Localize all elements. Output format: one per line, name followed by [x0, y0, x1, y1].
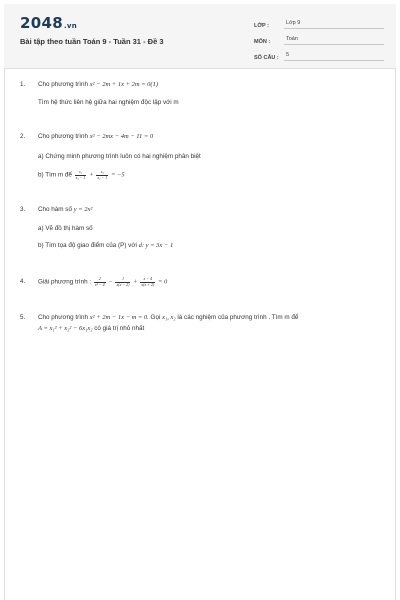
question-line — [38, 277, 167, 287]
question-subline — [38, 324, 144, 333]
fraction-numerator: x₂ — [96, 170, 108, 176]
question-text: Cho phương trình — [38, 81, 89, 88]
question-number: 5. — [20, 314, 26, 321]
fraction-denominator: x² − 4 — [94, 281, 105, 287]
operator: + — [133, 278, 138, 286]
question-text: Giải phương trình : — [38, 278, 92, 286]
fraction-numerator: 1 — [115, 277, 130, 283]
operator: + — [89, 171, 94, 179]
document-meta — [254, 18, 384, 66]
fraction-denominator: x₂ − 1 — [75, 174, 86, 180]
logo-suffix: .vn — [63, 22, 78, 30]
meta-value: 5 — [284, 51, 384, 61]
operator: − — [108, 278, 113, 286]
fraction — [140, 277, 155, 287]
fraction-denominator: x₁ − 1 — [97, 174, 108, 180]
question-number: 3. — [20, 206, 26, 213]
meta-value: Lớp 9 — [284, 19, 384, 29]
page-frame — [4, 4, 396, 600]
question-text: Cho phương trình — [38, 314, 89, 321]
equation-result: = −5 — [110, 171, 125, 179]
meta-label: LỚP : — [254, 23, 269, 29]
question-line — [38, 132, 153, 141]
equation: d: y = 3x − 1 — [138, 242, 174, 249]
question-text: b) Tìm tọa độ giao điểm của (P) với — [38, 242, 137, 249]
fraction-numerator: 2 — [94, 277, 106, 283]
question-text: Cho hàm số — [38, 206, 72, 213]
question-line — [38, 205, 92, 214]
equation-result: = 0 — [157, 278, 168, 286]
question-part-a: a) Chứng minh phương trình luôn có hai nghiệm phân biệt — [38, 153, 201, 160]
question-subline: Tìm hệ thức liên hệ giữa hai nghiệm độc lập với m — [38, 99, 179, 106]
question-number: 4. — [20, 278, 26, 285]
logo-main: 2048 — [20, 14, 63, 32]
equation: y = 2x² — [73, 206, 93, 213]
meta-label: MÔN : — [254, 39, 271, 45]
equation: x² − 2mx − 4m − 11 = 0 — [89, 133, 154, 140]
question-part-b — [38, 241, 173, 250]
question-line — [38, 313, 298, 322]
fraction — [96, 170, 108, 180]
meta-row-subject — [254, 34, 384, 45]
meta-label: SỐ CÂU : — [254, 55, 279, 61]
fraction — [115, 277, 130, 287]
question-part-a: a) Vẽ đồ thị hàm số — [38, 225, 93, 232]
meta-value: Toán — [284, 35, 384, 45]
site-logo[interactable] — [20, 14, 77, 32]
question-number: 2. — [20, 133, 26, 140]
question-text: Cho phương trình — [38, 133, 89, 140]
question-number: 1. — [20, 81, 26, 88]
question-part-b — [38, 170, 125, 180]
question-text: là các nghiệm của phương trình . Tìm m để — [177, 314, 299, 321]
fraction — [75, 170, 87, 180]
fraction-denominator: x(x + 2) — [141, 281, 155, 287]
document-title: Bài tập theo tuần Toán 9 - Tuần 31 - Đề 3 — [20, 37, 164, 46]
meta-row-question-count — [254, 50, 384, 61]
fraction-denominator: x(x − 2) — [116, 281, 130, 287]
fraction-numerator: x₁ — [75, 170, 87, 176]
fraction — [94, 277, 106, 287]
fraction-numerator: x − 4 — [140, 277, 155, 283]
question-text: Gọi — [150, 314, 161, 321]
question-text: b) Tìm m để — [38, 171, 72, 179]
equation: A = x₁² + x₂² − 6x₁x₂ — [38, 325, 93, 332]
question-text: có giá trị nhỏ nhất — [94, 325, 145, 332]
equation: x² − 2m + 1x + 2m = 0(1) — [89, 81, 158, 88]
meta-row-class — [254, 18, 384, 29]
document-header — [4, 4, 396, 69]
question-line — [38, 80, 158, 89]
equation: x² + 2m − 1x − m = 0. — [89, 314, 149, 321]
roots: x₁, x₂ — [162, 314, 176, 321]
